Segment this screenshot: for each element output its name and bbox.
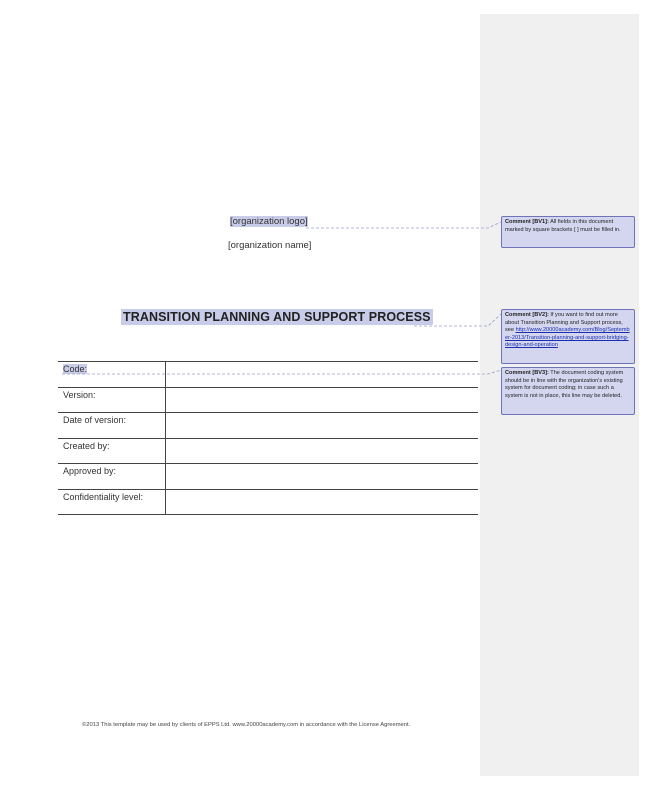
document-title: TRANSITION PLANNING AND SUPPORT PROCESS bbox=[123, 310, 431, 324]
field-label-created-by: Created by: bbox=[58, 438, 166, 464]
organization-logo-placeholder[interactable] bbox=[230, 216, 308, 227]
comment-bv1[interactable] bbox=[501, 216, 635, 248]
comment-bv1-head: Comment [BV1]: bbox=[505, 219, 549, 225]
license-footer: ©2013 This template may be used by clients of EPPS Ltd. www.20000academy.com in accordance with the License Agreement. bbox=[82, 722, 411, 728]
field-value-version[interactable] bbox=[166, 387, 479, 413]
organization-name-placeholder[interactable]: [organization name] bbox=[228, 240, 312, 251]
comment-bv3-body: The document coding system should be in line with the organization's existing system for document coding; in case such a system is not in place, this line may be deleted. bbox=[505, 370, 624, 399]
field-label-date-of-version: Date of version: bbox=[58, 413, 166, 439]
table-row bbox=[58, 413, 478, 439]
field-label-confidentiality-level: Confidentiality level: bbox=[58, 489, 166, 515]
field-value-approved-by[interactable] bbox=[166, 464, 479, 490]
code-label-text: Code: bbox=[63, 364, 88, 374]
document-control-table bbox=[58, 361, 478, 515]
table-row bbox=[58, 464, 478, 490]
field-value-date-of-version[interactable] bbox=[166, 413, 479, 439]
table-row bbox=[58, 362, 478, 388]
comment-bv2-body: If you want to find out more about Transition Planning and Support process, see bbox=[505, 312, 623, 334]
field-label-version: Version: bbox=[58, 387, 166, 413]
table-row bbox=[58, 438, 478, 464]
field-label-approved-by: Approved by: bbox=[58, 464, 166, 490]
field-value-created-by[interactable] bbox=[166, 438, 479, 464]
comment-bv2[interactable] bbox=[501, 309, 635, 364]
comment-bv3-head: Comment [BV3]: bbox=[505, 370, 549, 376]
table-row bbox=[58, 387, 478, 413]
table-row bbox=[58, 489, 478, 515]
field-value-code[interactable] bbox=[166, 362, 479, 388]
logo-placeholder-text: [organization logo] bbox=[230, 216, 308, 227]
comment-bv1-body: All fields in this document marked by square brackets [ ] must be filled in. bbox=[505, 219, 621, 233]
field-value-confidentiality-level[interactable] bbox=[166, 489, 479, 515]
comment-bv2-link[interactable]: http://www.20000academy.com/Blog/September-2013/Transition-planning-and-support-bridging-design-and-operation bbox=[505, 327, 630, 349]
comment-bv2-head: Comment [BV2]: bbox=[505, 312, 549, 318]
comment-bv3[interactable] bbox=[501, 367, 635, 415]
field-label-code bbox=[58, 362, 166, 388]
